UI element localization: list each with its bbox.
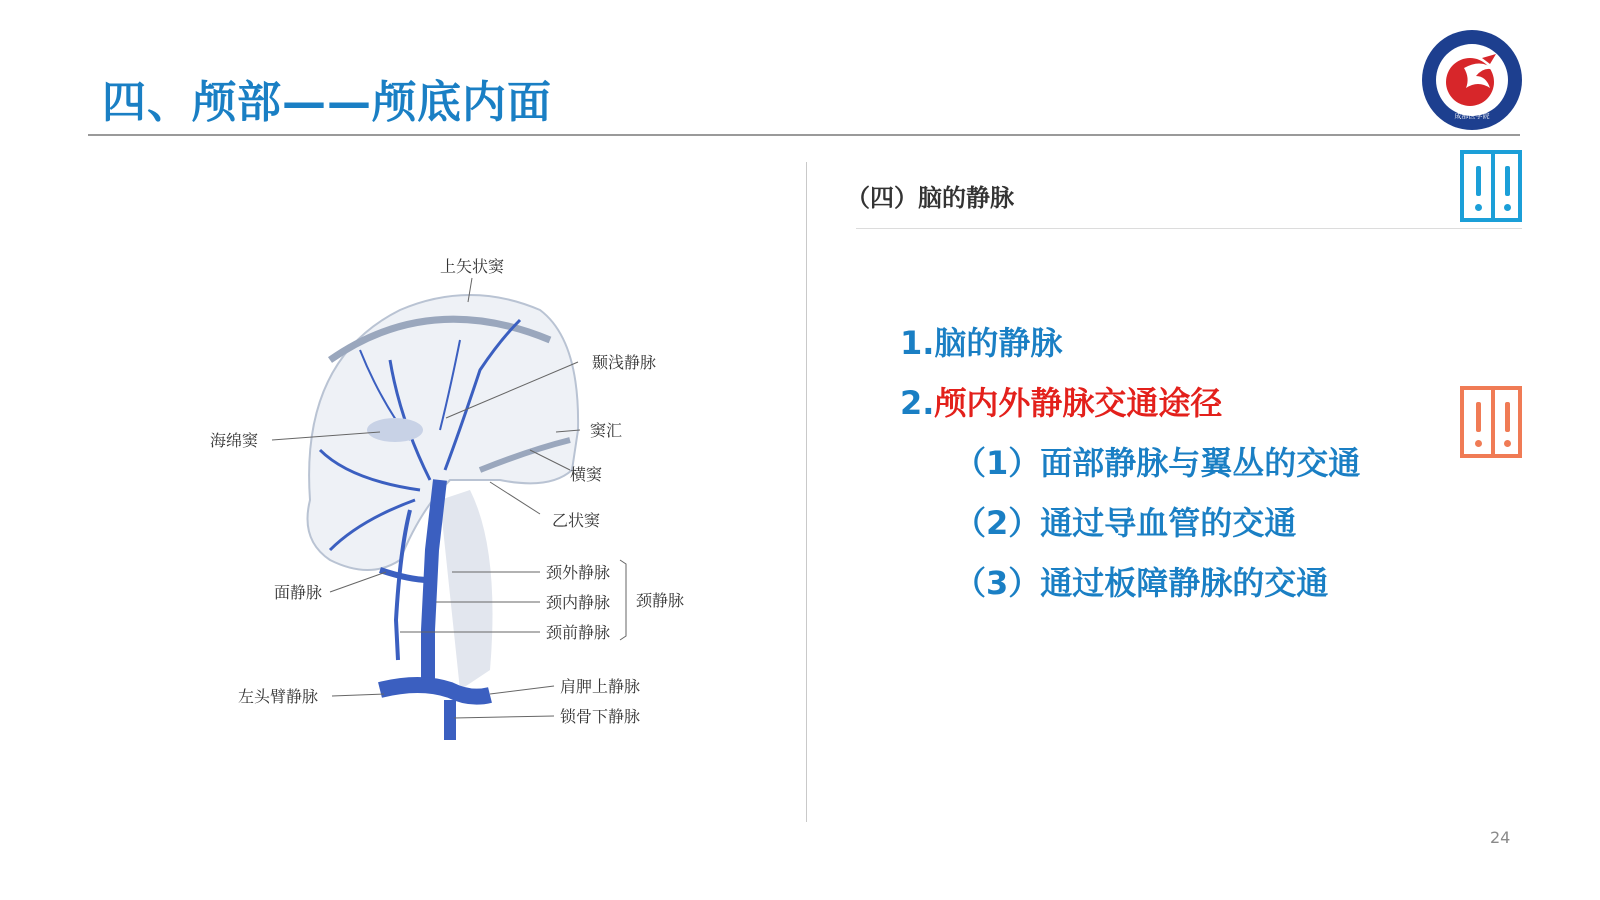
logo-chinese: 成都医学院 (1454, 112, 1490, 120)
title-divider (88, 134, 1520, 136)
list-item-2-number: 2. (900, 384, 935, 422)
head-neck-veins-illustration (200, 250, 720, 780)
label-left-brachiocephalic-vein: 左头臂静脉 (238, 687, 319, 706)
label-facial-vein: 面静脉 (274, 583, 323, 602)
page-number: 24 (1490, 828, 1511, 847)
sub-item-3: （3）通过板障静脉的交通 (954, 564, 1329, 602)
section-heading: （四）脑的静脉 (846, 184, 1014, 212)
list-item-2 (900, 378, 1222, 424)
label-sigmoid-sinus: 乙状窦 (552, 511, 601, 530)
label-suprascapular-vein: 肩胛上静脉 (560, 677, 641, 696)
label-subclavian-vein: 锁骨下静脉 (560, 707, 641, 726)
label-internal-jugular-vein: 颈内静脉 (546, 593, 611, 612)
college-logo (1420, 28, 1524, 132)
list-item-2-text: 颅内外静脉交通途径 (934, 384, 1223, 422)
section-divider (856, 228, 1522, 229)
label-jugular-veins: 颈静脉 (636, 591, 685, 610)
label-cavernous-sinus: 海绵窦 (210, 431, 259, 450)
decorative-exclamation-icon (1460, 150, 1522, 222)
decorative-exclamation-icon (1460, 386, 1522, 458)
sub-item-1: （1）面部静脉与翼丛的交通 (954, 444, 1361, 482)
label-superficial-temporal-vein: 颞浅静脉 (592, 353, 657, 372)
sub-item-2: （2）通过导血管的交通 (954, 504, 1297, 542)
label-anterior-jugular-vein: 颈前静脉 (546, 623, 611, 642)
label-confluence-of-sinuses: 窦汇 (590, 421, 623, 440)
label-external-jugular-vein: 颈外静脉 (546, 563, 611, 582)
list-item-1: 1.脑的静脉 (900, 324, 1063, 362)
slide-title: 四、颅部——颅底内面 (102, 77, 552, 128)
label-superior-sagittal-sinus: 上矢状窦 (440, 257, 505, 276)
vertical-divider (806, 162, 807, 822)
label-transverse-sinus: 横窦 (570, 465, 603, 484)
